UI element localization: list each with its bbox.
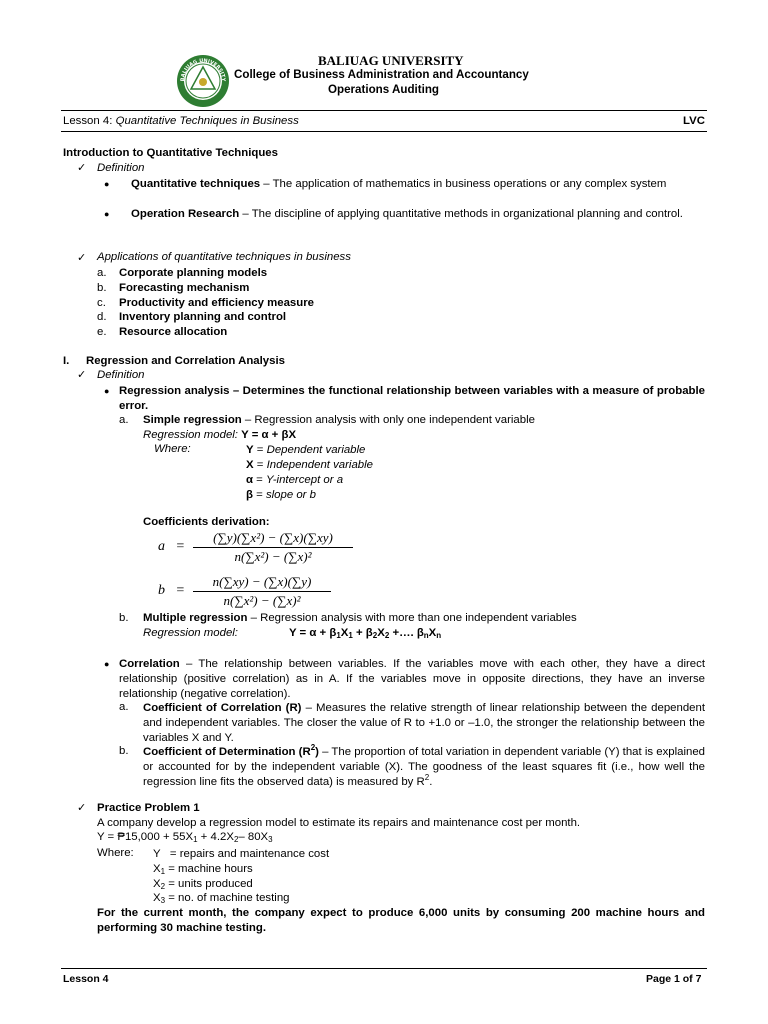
lesson-label: Lesson 4: xyxy=(63,115,113,127)
qt-term: Quantitative techniques xyxy=(131,178,261,190)
formula-b xyxy=(193,574,331,609)
list-item: Y = Dependent variable xyxy=(246,444,366,456)
section-title: Regression and Correlation Analysis xyxy=(86,355,285,367)
svg-text:BALIUAG UNIVERSITY: BALIUAG UNIVERSITY xyxy=(179,57,227,82)
qt-text: – The application of mathematics in business operations or any complex system xyxy=(260,178,667,190)
check-icon: ✓ xyxy=(77,802,87,814)
correlation-definition: Correlation – The relationship between variables. If the variables move with each other, they have a direct relationship (positive correlation) as in A. If the variables move in opposite directions, they have an inverse relationship (negative correlation). xyxy=(119,658,705,700)
lesson-code: LVC xyxy=(683,115,705,127)
or-definition xyxy=(131,207,705,222)
list-item: Y = repairs and maintenance cost xyxy=(153,848,330,860)
list-item: β = slope or b xyxy=(246,489,316,501)
practice-equation: Y = ₱15,000 + $55X_1 + 4.2X_2-$ $80X_3$ xyxy=(97,831,273,844)
formula-a-numerator: (∑y)(∑x²) − (∑x)(∑xy) xyxy=(213,530,333,545)
footer-page-number: Page 1 of 7 xyxy=(646,973,702,985)
intro-title: Introduction to Quantitative Techniques xyxy=(63,147,278,159)
university-seal xyxy=(176,54,230,108)
formula-a-lhs: a = xyxy=(158,539,185,554)
university-name: BALIUAG UNIVERSITY xyxy=(318,53,464,68)
section-numeral: I. xyxy=(63,355,70,367)
list-item: $X_2$ = units produced xyxy=(153,877,253,891)
lesson-heading xyxy=(63,115,299,127)
check-icon: ✓ xyxy=(77,252,87,264)
list-item: $X_1$ = machine hours xyxy=(153,862,253,876)
section-definition-label: Definition xyxy=(97,369,145,381)
list-item: $X_3$ = no. of machine testing xyxy=(153,892,290,906)
or-term: Operation Research xyxy=(131,208,240,220)
formula-a xyxy=(193,530,353,565)
formula-b-denominator: n(∑x²) − (∑x)² xyxy=(223,593,301,608)
simple-regression: a. Simple regression – Regression analysis with only one independent variable xyxy=(119,414,535,426)
formula-b-numerator: n(∑xy) − (∑x)(∑y) xyxy=(212,574,312,589)
course-name: Operations Auditing xyxy=(328,83,439,96)
practice-intro: A company develop a regression model to estimate its repairs and maintenance cost per month. xyxy=(97,817,581,829)
bullet-icon: ● xyxy=(104,179,110,189)
list-item: b. Forecasting mechanism xyxy=(97,281,250,294)
coef-d-definition: Coefficient of Determination $(R^2)$ – The proportion of total variation in dependent variable (Y) that is explained or accounted for by the independent variable (X). The goodness of the least squares fit (i.e., how well the regression line fits the observed data) is measured by $R^2$. xyxy=(143,743,705,788)
header-divider-bottom xyxy=(61,131,707,132)
applications-label: Applications of quantitative techniques in business xyxy=(97,251,351,263)
coefficients-label: Coefficients derivation: xyxy=(143,516,270,528)
header-divider-top xyxy=(61,110,707,111)
list-item: α = Y-intercept or a xyxy=(246,474,344,486)
regression-definition: Regression analysis – Determines the functional relationship between variables with a measure of probable error. xyxy=(119,385,705,412)
footer-lesson: Lesson 4 xyxy=(63,973,109,985)
footer-divider xyxy=(61,968,707,969)
practice-where-list xyxy=(153,847,329,906)
or-text: – The discipline of applying quantitative methods in organizational planning and control. xyxy=(239,208,683,220)
coef-r-letter: a. xyxy=(119,701,129,713)
multiple-model: Regression model: $Y = \alpha + \beta_1X_1 + \beta_2X_2$ +…. $\beta_nX_n$ xyxy=(143,627,442,640)
coef-d-letter: b. xyxy=(119,745,129,757)
list-item: c. Productivity and efficiency measure xyxy=(97,296,314,309)
where-list xyxy=(246,443,373,503)
coef-r-definition: Coefficient of Correlation (R) – Measures the relative strength of linear relationship between the dependent and independent variables. The closer the value of R to +1.0 or –1.0, the stronger the relationship between the variables X and Y. xyxy=(143,702,705,744)
bullet-icon: ● xyxy=(104,386,110,396)
practice-where-label: Where: xyxy=(97,847,134,859)
practice-conclusion: For the current month, the company expect to produce 6,000 units by consuming 200 machine hours and performing 30 machine testing. xyxy=(97,907,705,934)
formula-a-denominator: n(∑x²) − (∑x)² xyxy=(234,549,312,564)
list-item: e. Resource allocation xyxy=(97,326,228,339)
lesson-title: Quantitative Techniques in Business xyxy=(115,115,299,127)
applications-list xyxy=(97,266,314,340)
bullet-icon: ● xyxy=(104,659,110,669)
practice-title: Practice Problem 1 xyxy=(97,802,200,814)
check-icon: ✓ xyxy=(77,369,87,381)
multiple-regression: b. Multiple regression – Regression analysis with more than one independent variables xyxy=(119,612,577,624)
qt-definition xyxy=(131,177,705,192)
intro-definition-label: Definition xyxy=(97,162,145,174)
list-item: X = Independent variable xyxy=(246,459,373,471)
list-item: d. Inventory planning and control xyxy=(97,311,287,324)
bullet-icon: ● xyxy=(104,209,110,219)
where-label: Where: xyxy=(154,443,191,455)
check-icon: ✓ xyxy=(77,162,87,174)
formula-b-lhs: b = xyxy=(158,583,185,598)
college-name: College of Business Administration and Accountancy xyxy=(234,68,529,81)
simple-model: Regression model: Y = α + βX xyxy=(143,429,297,441)
list-item: a. Corporate planning models xyxy=(97,267,268,279)
